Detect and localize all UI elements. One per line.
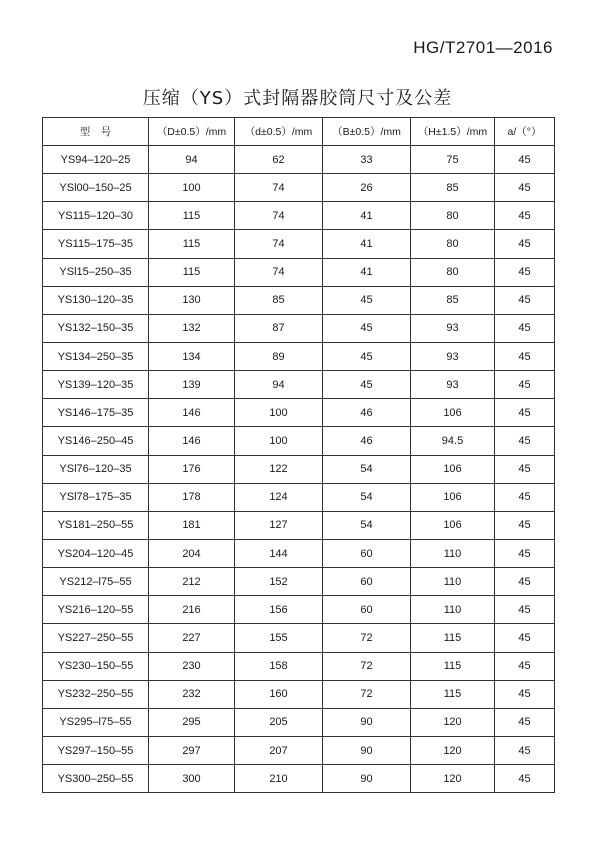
table-body [43, 146, 555, 793]
cell-outer-diameter: 146 [149, 427, 235, 455]
cell-b: 54 [323, 455, 411, 483]
cell-inner-diameter: 155 [235, 624, 323, 652]
cell-inner-diameter: 87 [235, 314, 323, 342]
cell-b: 41 [323, 202, 411, 230]
cell-outer-diameter: 115 [149, 230, 235, 258]
table-row [43, 455, 555, 483]
cell-height: 93 [411, 371, 495, 399]
cell-model: YS146–250–45 [43, 427, 149, 455]
cell-outer-diameter: 134 [149, 342, 235, 370]
cell-inner-diameter: 160 [235, 680, 323, 708]
table-row [43, 708, 555, 736]
cell-inner-diameter: 156 [235, 596, 323, 624]
cell-b: 60 [323, 539, 411, 567]
table-header-row [43, 118, 555, 146]
cell-model: YSl15–250–35 [43, 258, 149, 286]
cell-inner-diameter: 210 [235, 765, 323, 793]
cell-model: YS227–250–55 [43, 624, 149, 652]
cell-model: YS295–l75–55 [43, 708, 149, 736]
cell-b: 60 [323, 596, 411, 624]
cell-height: 110 [411, 596, 495, 624]
cell-angle: 45 [495, 568, 555, 596]
cell-inner-diameter: 122 [235, 455, 323, 483]
cell-height: 93 [411, 342, 495, 370]
cell-height: 120 [411, 708, 495, 736]
table-row [43, 736, 555, 764]
table-row [43, 680, 555, 708]
cell-height: 120 [411, 765, 495, 793]
table-row [43, 342, 555, 370]
cell-inner-diameter: 207 [235, 736, 323, 764]
cell-outer-diameter: 227 [149, 624, 235, 652]
cell-b: 45 [323, 371, 411, 399]
cell-model: YS130–120–35 [43, 286, 149, 314]
cell-angle: 45 [495, 765, 555, 793]
cell-angle: 45 [495, 399, 555, 427]
cell-b: 90 [323, 765, 411, 793]
table-row [43, 427, 555, 455]
cell-model: YS230–150–55 [43, 652, 149, 680]
cell-angle: 45 [495, 371, 555, 399]
cell-outer-diameter: 130 [149, 286, 235, 314]
cell-model: YS139–120–35 [43, 371, 149, 399]
table-row [43, 539, 555, 567]
cell-angle: 45 [495, 736, 555, 764]
cell-angle: 45 [495, 511, 555, 539]
cell-model: YS115–120–30 [43, 202, 149, 230]
table-row [43, 399, 555, 427]
cell-b: 46 [323, 427, 411, 455]
cell-outer-diameter: 115 [149, 258, 235, 286]
cell-angle: 45 [495, 174, 555, 202]
cell-angle: 45 [495, 652, 555, 680]
cell-outer-diameter: 181 [149, 511, 235, 539]
table-row [43, 146, 555, 174]
cell-height: 115 [411, 680, 495, 708]
table-row [43, 624, 555, 652]
cell-model: YS181–250–55 [43, 511, 149, 539]
cell-inner-diameter: 127 [235, 511, 323, 539]
cell-height: 110 [411, 568, 495, 596]
cell-inner-diameter: 62 [235, 146, 323, 174]
cell-b: 46 [323, 399, 411, 427]
cell-height: 80 [411, 258, 495, 286]
cell-b: 33 [323, 146, 411, 174]
cell-height: 80 [411, 202, 495, 230]
cell-inner-diameter: 74 [235, 174, 323, 202]
table-row [43, 314, 555, 342]
cell-outer-diameter: 176 [149, 455, 235, 483]
cell-height: 106 [411, 511, 495, 539]
cell-outer-diameter: 216 [149, 596, 235, 624]
cell-angle: 45 [495, 230, 555, 258]
cell-outer-diameter: 297 [149, 736, 235, 764]
cell-height: 94.5 [411, 427, 495, 455]
table-row [43, 286, 555, 314]
cell-model: YS232–250–55 [43, 680, 149, 708]
cell-model: YS297–150–55 [43, 736, 149, 764]
cell-model: YS115–175–35 [43, 230, 149, 258]
cell-angle: 45 [495, 427, 555, 455]
cell-inner-diameter: 74 [235, 258, 323, 286]
cell-height: 75 [411, 146, 495, 174]
cell-angle: 45 [495, 202, 555, 230]
cell-height: 106 [411, 399, 495, 427]
cell-inner-diameter: 74 [235, 202, 323, 230]
cell-angle: 45 [495, 146, 555, 174]
cell-inner-diameter: 89 [235, 342, 323, 370]
table-row [43, 568, 555, 596]
cell-inner-diameter: 85 [235, 286, 323, 314]
cell-inner-diameter: 205 [235, 708, 323, 736]
cell-model: YSl00–150–25 [43, 174, 149, 202]
cell-angle: 45 [495, 624, 555, 652]
cell-outer-diameter: 94 [149, 146, 235, 174]
cell-outer-diameter: 115 [149, 202, 235, 230]
cell-angle: 45 [495, 596, 555, 624]
cell-b: 41 [323, 258, 411, 286]
cell-angle: 45 [495, 286, 555, 314]
table-row [43, 230, 555, 258]
cell-b: 54 [323, 483, 411, 511]
cell-b: 26 [323, 174, 411, 202]
cell-outer-diameter: 300 [149, 765, 235, 793]
cell-height: 115 [411, 624, 495, 652]
cell-b: 72 [323, 652, 411, 680]
cell-angle: 45 [495, 314, 555, 342]
cell-b: 90 [323, 708, 411, 736]
cell-outer-diameter: 132 [149, 314, 235, 342]
cell-b: 54 [323, 511, 411, 539]
cell-angle: 45 [495, 483, 555, 511]
column-header-outer-diameter: （D±0.5）/mm [149, 118, 235, 146]
table-row [43, 765, 555, 793]
cell-angle: 45 [495, 455, 555, 483]
cell-b: 72 [323, 624, 411, 652]
dimensions-table [42, 117, 555, 793]
cell-height: 85 [411, 286, 495, 314]
column-header-b: （B±0.5）/mm [323, 118, 411, 146]
cell-b: 90 [323, 736, 411, 764]
cell-height: 85 [411, 174, 495, 202]
cell-inner-diameter: 144 [235, 539, 323, 567]
table-row [43, 511, 555, 539]
cell-b: 72 [323, 680, 411, 708]
table-row [43, 371, 555, 399]
cell-inner-diameter: 158 [235, 652, 323, 680]
cell-inner-diameter: 94 [235, 371, 323, 399]
cell-outer-diameter: 230 [149, 652, 235, 680]
column-header-angle: a/（°） [495, 118, 555, 146]
cell-inner-diameter: 100 [235, 399, 323, 427]
cell-b: 60 [323, 568, 411, 596]
cell-height: 106 [411, 455, 495, 483]
cell-b: 45 [323, 342, 411, 370]
cell-model: YS300–250–55 [43, 765, 149, 793]
cell-height: 115 [411, 652, 495, 680]
cell-outer-diameter: 212 [149, 568, 235, 596]
cell-model: YSl78–175–35 [43, 483, 149, 511]
cell-b: 41 [323, 230, 411, 258]
cell-model: YS134–250–35 [43, 342, 149, 370]
page-title: 压缩（YS）式封隔器胶筒尺寸及公差 [142, 88, 453, 109]
cell-height: 120 [411, 736, 495, 764]
cell-inner-diameter: 152 [235, 568, 323, 596]
table-row [43, 483, 555, 511]
table-row [43, 596, 555, 624]
cell-model: YS94–120–25 [43, 146, 149, 174]
cell-angle: 45 [495, 680, 555, 708]
cell-height: 93 [411, 314, 495, 342]
column-header-height: （H±1.5）/mm [411, 118, 495, 146]
column-header-inner-diameter: （d±0.5）/mm [235, 118, 323, 146]
cell-inner-diameter: 124 [235, 483, 323, 511]
cell-height: 80 [411, 230, 495, 258]
cell-b: 45 [323, 314, 411, 342]
cell-model: YS204–120–45 [43, 539, 149, 567]
cell-outer-diameter: 178 [149, 483, 235, 511]
cell-outer-diameter: 139 [149, 371, 235, 399]
cell-inner-diameter: 74 [235, 230, 323, 258]
cell-model: YS212–l75–55 [43, 568, 149, 596]
cell-outer-diameter: 146 [149, 399, 235, 427]
table-row [43, 174, 555, 202]
cell-angle: 45 [495, 539, 555, 567]
cell-model: YS146–175–35 [43, 399, 149, 427]
standard-code: HG/T2701—2016 [413, 38, 553, 57]
cell-outer-diameter: 232 [149, 680, 235, 708]
cell-angle: 45 [495, 258, 555, 286]
cell-model: YSl76–120–35 [43, 455, 149, 483]
cell-model: YS216–120–55 [43, 596, 149, 624]
cell-model: YS132–150–35 [43, 314, 149, 342]
cell-outer-diameter: 295 [149, 708, 235, 736]
cell-height: 106 [411, 483, 495, 511]
cell-outer-diameter: 204 [149, 539, 235, 567]
table-row [43, 258, 555, 286]
cell-b: 45 [323, 286, 411, 314]
cell-angle: 45 [495, 708, 555, 736]
cell-outer-diameter: 100 [149, 174, 235, 202]
cell-inner-diameter: 100 [235, 427, 323, 455]
cell-height: 110 [411, 539, 495, 567]
column-header-model: 型 号 [43, 118, 149, 146]
table-row [43, 202, 555, 230]
table-row [43, 652, 555, 680]
cell-angle: 45 [495, 342, 555, 370]
